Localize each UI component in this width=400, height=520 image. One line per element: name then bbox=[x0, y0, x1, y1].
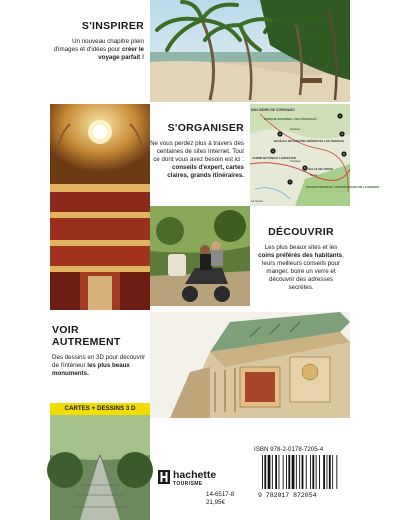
barcode-bar bbox=[312, 455, 314, 489]
publisher-sub: TOURISME bbox=[173, 481, 203, 487]
barcode-bar bbox=[319, 455, 320, 489]
section-voir bbox=[50, 310, 150, 405]
section-inspire-text-1: Un nouveau chapitre plein d'images et d'idées pour bbox=[53, 38, 144, 53]
maps-drawings-tag: CARTES + DESSINS 3 D bbox=[50, 403, 150, 415]
barcode-bar bbox=[329, 455, 331, 489]
section-inspire-text bbox=[50, 38, 144, 62]
barcode-bar bbox=[306, 455, 307, 489]
map-marker-label: 3 bbox=[341, 132, 343, 137]
section-inspire bbox=[50, 0, 150, 100]
section-organise-text bbox=[150, 140, 244, 180]
map-label: VALLE DE OROSI bbox=[308, 167, 334, 171]
map-marker-label: 6 bbox=[343, 152, 345, 157]
barcode-bar bbox=[262, 455, 263, 489]
barcode-bar bbox=[296, 455, 297, 489]
section-voir-text-1: Des dessins en 3D pour découvrir de l'intérieur bbox=[52, 354, 146, 369]
barcode-bar bbox=[272, 455, 273, 489]
theatre-interior-photo bbox=[50, 104, 150, 310]
section-organise-title: S'ORGANISER bbox=[167, 122, 244, 134]
map-marker-label: 7 bbox=[289, 180, 291, 185]
section-discover bbox=[250, 206, 350, 306]
hanging-bridge-photo bbox=[50, 415, 150, 520]
section-organise-text-bold: conseils d'expert, cartes claires, grands itinéraires. bbox=[167, 164, 244, 179]
map-marker-label: 4 bbox=[272, 149, 274, 154]
barcode-bar bbox=[275, 455, 277, 489]
price: 21,95€ bbox=[206, 499, 225, 506]
section-discover-title: DÉCOUVRIR bbox=[268, 226, 334, 238]
section-discover-text bbox=[256, 244, 346, 292]
section-organise bbox=[150, 104, 250, 204]
barcode-bar bbox=[299, 455, 300, 489]
beach-palms-photo bbox=[150, 0, 350, 102]
map-marker-label: 2 bbox=[279, 132, 281, 137]
map-label: Cartago bbox=[290, 159, 301, 163]
price-codes bbox=[206, 491, 234, 507]
map-marker-label: 1 bbox=[339, 114, 341, 119]
section-inspire-text-bold: créer le voyage parfait ! bbox=[98, 46, 144, 61]
section-voir-title-1: VOIR bbox=[52, 324, 79, 336]
barcode-bar bbox=[264, 455, 266, 489]
barcode-bar bbox=[327, 455, 328, 489]
barcode-bar bbox=[332, 455, 333, 489]
section-discover-text-2: , leurs meilleurs conseils pour manger, boire un verre et découvrir des adresses secrètes. bbox=[261, 252, 344, 291]
map-label: BASÍLICA DE NUESTRA SEÑORA DE LOS ÁNGELES bbox=[274, 139, 345, 143]
publisher-name: hachette bbox=[173, 469, 217, 481]
map-label: Paraíso bbox=[290, 127, 301, 131]
map-label: Orosi bbox=[310, 173, 318, 177]
section-voir-text bbox=[52, 354, 148, 378]
scooter-riders-photo bbox=[150, 206, 250, 306]
region-map bbox=[250, 104, 380, 206]
barcode-bar bbox=[292, 455, 295, 489]
map-marker-label: 5 bbox=[304, 166, 306, 171]
barcode-bar bbox=[316, 455, 317, 489]
barcode bbox=[256, 455, 350, 499]
product-code: 14-6517-8 bbox=[206, 491, 235, 498]
map-label: La Suiza bbox=[251, 199, 263, 203]
section-organise-text-1: Ne vous perdez plus à travers des centaines de sites Internet. Tout ce dont vous avez besoin est ici : bbox=[150, 140, 244, 163]
barcode-bar bbox=[336, 455, 337, 489]
isbn-text: ISBN 978-2-0178-7205-4 bbox=[254, 446, 324, 453]
monument-3d-drawing bbox=[150, 312, 350, 418]
publisher-logo bbox=[158, 470, 216, 487]
map-label: JARDÍN BOTÁNICO LANKESTER bbox=[252, 156, 296, 160]
section-inspire-title: S'INSPIRER bbox=[81, 20, 144, 32]
barcode-bar bbox=[286, 455, 287, 489]
barcode-bar bbox=[288, 455, 290, 489]
barcode-bar bbox=[310, 455, 311, 489]
section-discover-text-bold: coins préférés des habitants bbox=[258, 252, 343, 259]
section-voir-text-bold: les plus beaux monuments. bbox=[52, 362, 130, 377]
section-voir-title-2: AUTREMENT bbox=[52, 336, 121, 348]
barcode-bar bbox=[268, 455, 271, 489]
barcode-bar bbox=[279, 455, 280, 489]
barcode-bar bbox=[323, 455, 325, 489]
map-label: SAN ISIDRO DE CORONADO bbox=[251, 108, 295, 112]
barcode-bar bbox=[302, 455, 304, 489]
map-label: PARQUE NACIONAL VOLCÁN IRAZÚ bbox=[264, 117, 317, 121]
section-discover-text-1: Les plus beaux sites et les bbox=[264, 244, 338, 251]
hachette-h-icon bbox=[158, 470, 170, 484]
map-label: PARQUE NACIONAL TAPANTÍ-MACIZO DE LA MUERTE bbox=[306, 185, 380, 189]
barcode-digits: 9 782017 872054 bbox=[258, 492, 317, 499]
barcode-bar bbox=[283, 455, 284, 489]
